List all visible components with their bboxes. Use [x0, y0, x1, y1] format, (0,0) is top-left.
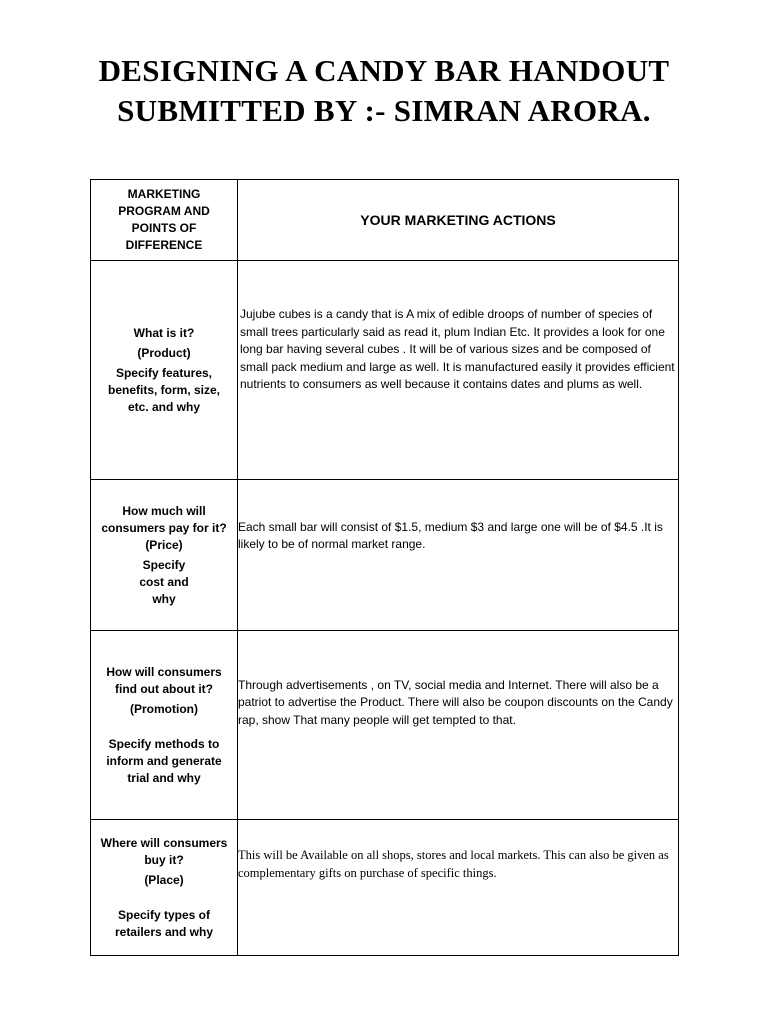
row-category: (Place) — [144, 872, 184, 887]
row-instruction: Specify features, benefits, form, size, etc. and why — [107, 365, 221, 414]
column-header-marketing-actions: YOUR MARKETING ACTIONS — [238, 180, 679, 261]
document-title-line-1: DESIGNING A CANDY BAR HANDOUT — [98, 53, 670, 88]
row-label-promotion — [91, 631, 238, 820]
row-answer-text: This will be Available on all shops, stores and local markets. This can also be given as complementary gifts on purchase of specific things. — [238, 848, 669, 880]
row-label-price — [91, 480, 238, 631]
table-row-promotion — [91, 631, 679, 820]
row-answer-text: Each small bar will consist of $1.5, medium $3 and large one will be of $4.5 .It is likely to be of normal market range. — [238, 519, 663, 551]
row-label-place — [91, 820, 238, 956]
row-answer-promotion — [238, 631, 679, 820]
row-category: (Price) — [145, 537, 183, 552]
row-question: How much will consumers pay for it? — [101, 503, 227, 535]
marketing-plan-table — [90, 179, 679, 956]
row-answer-text: Through advertisements , on TV, social media and Internet. There will also be a patriot to advertise the Product. There will also be coupon discounts on the Candy rap, show That many people will get tempted to that. — [238, 677, 673, 727]
row-label-product — [91, 261, 238, 480]
row-question: What is it? — [133, 325, 195, 340]
row-question: How will consumers find out about it? — [106, 664, 222, 696]
table-row-product — [91, 261, 679, 480]
column-header-marketing-program — [91, 180, 238, 261]
table-row-price — [91, 480, 679, 631]
row-instruction: Specify types of retailers and why — [114, 907, 214, 939]
row-answer-price — [238, 480, 679, 631]
row-answer-text: Jujube cubes is a candy that is A mix of edible droops of number of species of small trees particularly said as read it, plum Indian Etc. It provides a look for one long bar having several cubes . It will be of various sizes and be composed of small pack medium and large as well. It is manufactured easily it provides efficient nutrients to consumers as well because it contains dates and plums as well. — [240, 307, 675, 392]
row-instruction: Specify methods to inform and generate trial and why — [106, 736, 222, 785]
row-answer-product — [238, 261, 679, 480]
row-instruction: Specify cost and why — [139, 557, 189, 606]
row-category: (Promotion) — [130, 701, 198, 716]
row-answer-place — [238, 820, 679, 956]
column-header-marketing-program-text: MARKETING PROGRAM AND POINTS OF DIFFERENCE — [118, 187, 210, 252]
row-category: (Product) — [137, 345, 191, 360]
row-question: Where will consumers buy it? — [100, 835, 228, 867]
table-row-place — [91, 820, 679, 956]
table-header-row — [91, 180, 679, 261]
document-title-line-2: SUBMITTED BY :- SIMRAN ARORA. — [117, 93, 651, 128]
